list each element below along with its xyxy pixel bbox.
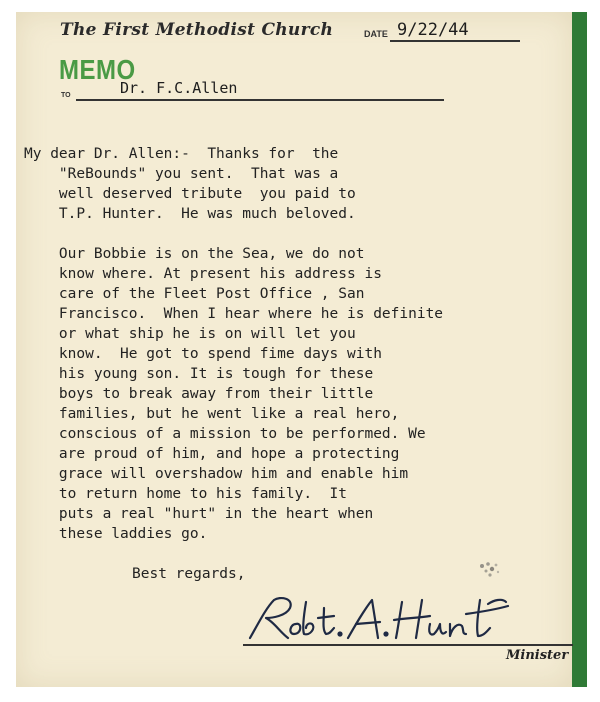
- body-line: conscious of a mission to be performed. We: [24, 426, 426, 442]
- body-line: well deserved tribute you paid to: [24, 186, 356, 202]
- body-line: know where. At present his address is: [24, 266, 382, 282]
- to-label: TO: [61, 92, 71, 99]
- paragraph-gap: [24, 224, 572, 244]
- body-line: Our Bobbie is on the Sea, we do not: [24, 246, 365, 262]
- body-line: are proud of him, and hope a protecting: [24, 446, 400, 462]
- memo-heading: MEMO: [59, 55, 136, 87]
- body-line: or what ship he is on will let you: [24, 326, 356, 342]
- body-line: to return home to his family. It: [24, 486, 348, 502]
- body-line: puts a real "hurt" in the heart when: [24, 506, 374, 522]
- recipient-name: Dr. F.C.Allen: [120, 79, 238, 97]
- signer-title: Minister: [506, 648, 569, 663]
- date-value: 9/22/44: [397, 20, 469, 40]
- body-line: care of the Fleet Post Office , San: [24, 286, 365, 302]
- handwritten-signature: [244, 594, 554, 644]
- body-line: My dear Dr. Allen:- Thanks for the: [24, 146, 339, 162]
- body-line: his young son. It is tough for these: [24, 366, 374, 382]
- ink-smudge: [474, 556, 506, 584]
- body-line: these laddies go.: [24, 526, 208, 542]
- body-line: T.P. Hunter. He was much beloved.: [24, 206, 356, 222]
- green-edge-strip: [572, 12, 587, 687]
- date-underline: [390, 40, 520, 42]
- to-underline: [76, 99, 444, 101]
- body-line: know. He got to spend fime days with: [24, 346, 382, 362]
- closing-text: Best regards,: [132, 566, 246, 582]
- body-line: Francisco. When I hear where he is definite: [24, 306, 444, 322]
- body-line: grace will overshadow him and enable him: [24, 466, 409, 482]
- body-line: "ReBounds" you sent. That was a: [24, 166, 339, 182]
- church-letterhead: The First Methodist Church: [60, 20, 334, 40]
- signature-underline: [243, 644, 573, 646]
- body-line: families, but he went like a real hero,: [24, 406, 400, 422]
- body-line: boys to break away from their little: [24, 386, 374, 402]
- date-label: DATE: [364, 29, 388, 39]
- letter-body: [24, 144, 572, 544]
